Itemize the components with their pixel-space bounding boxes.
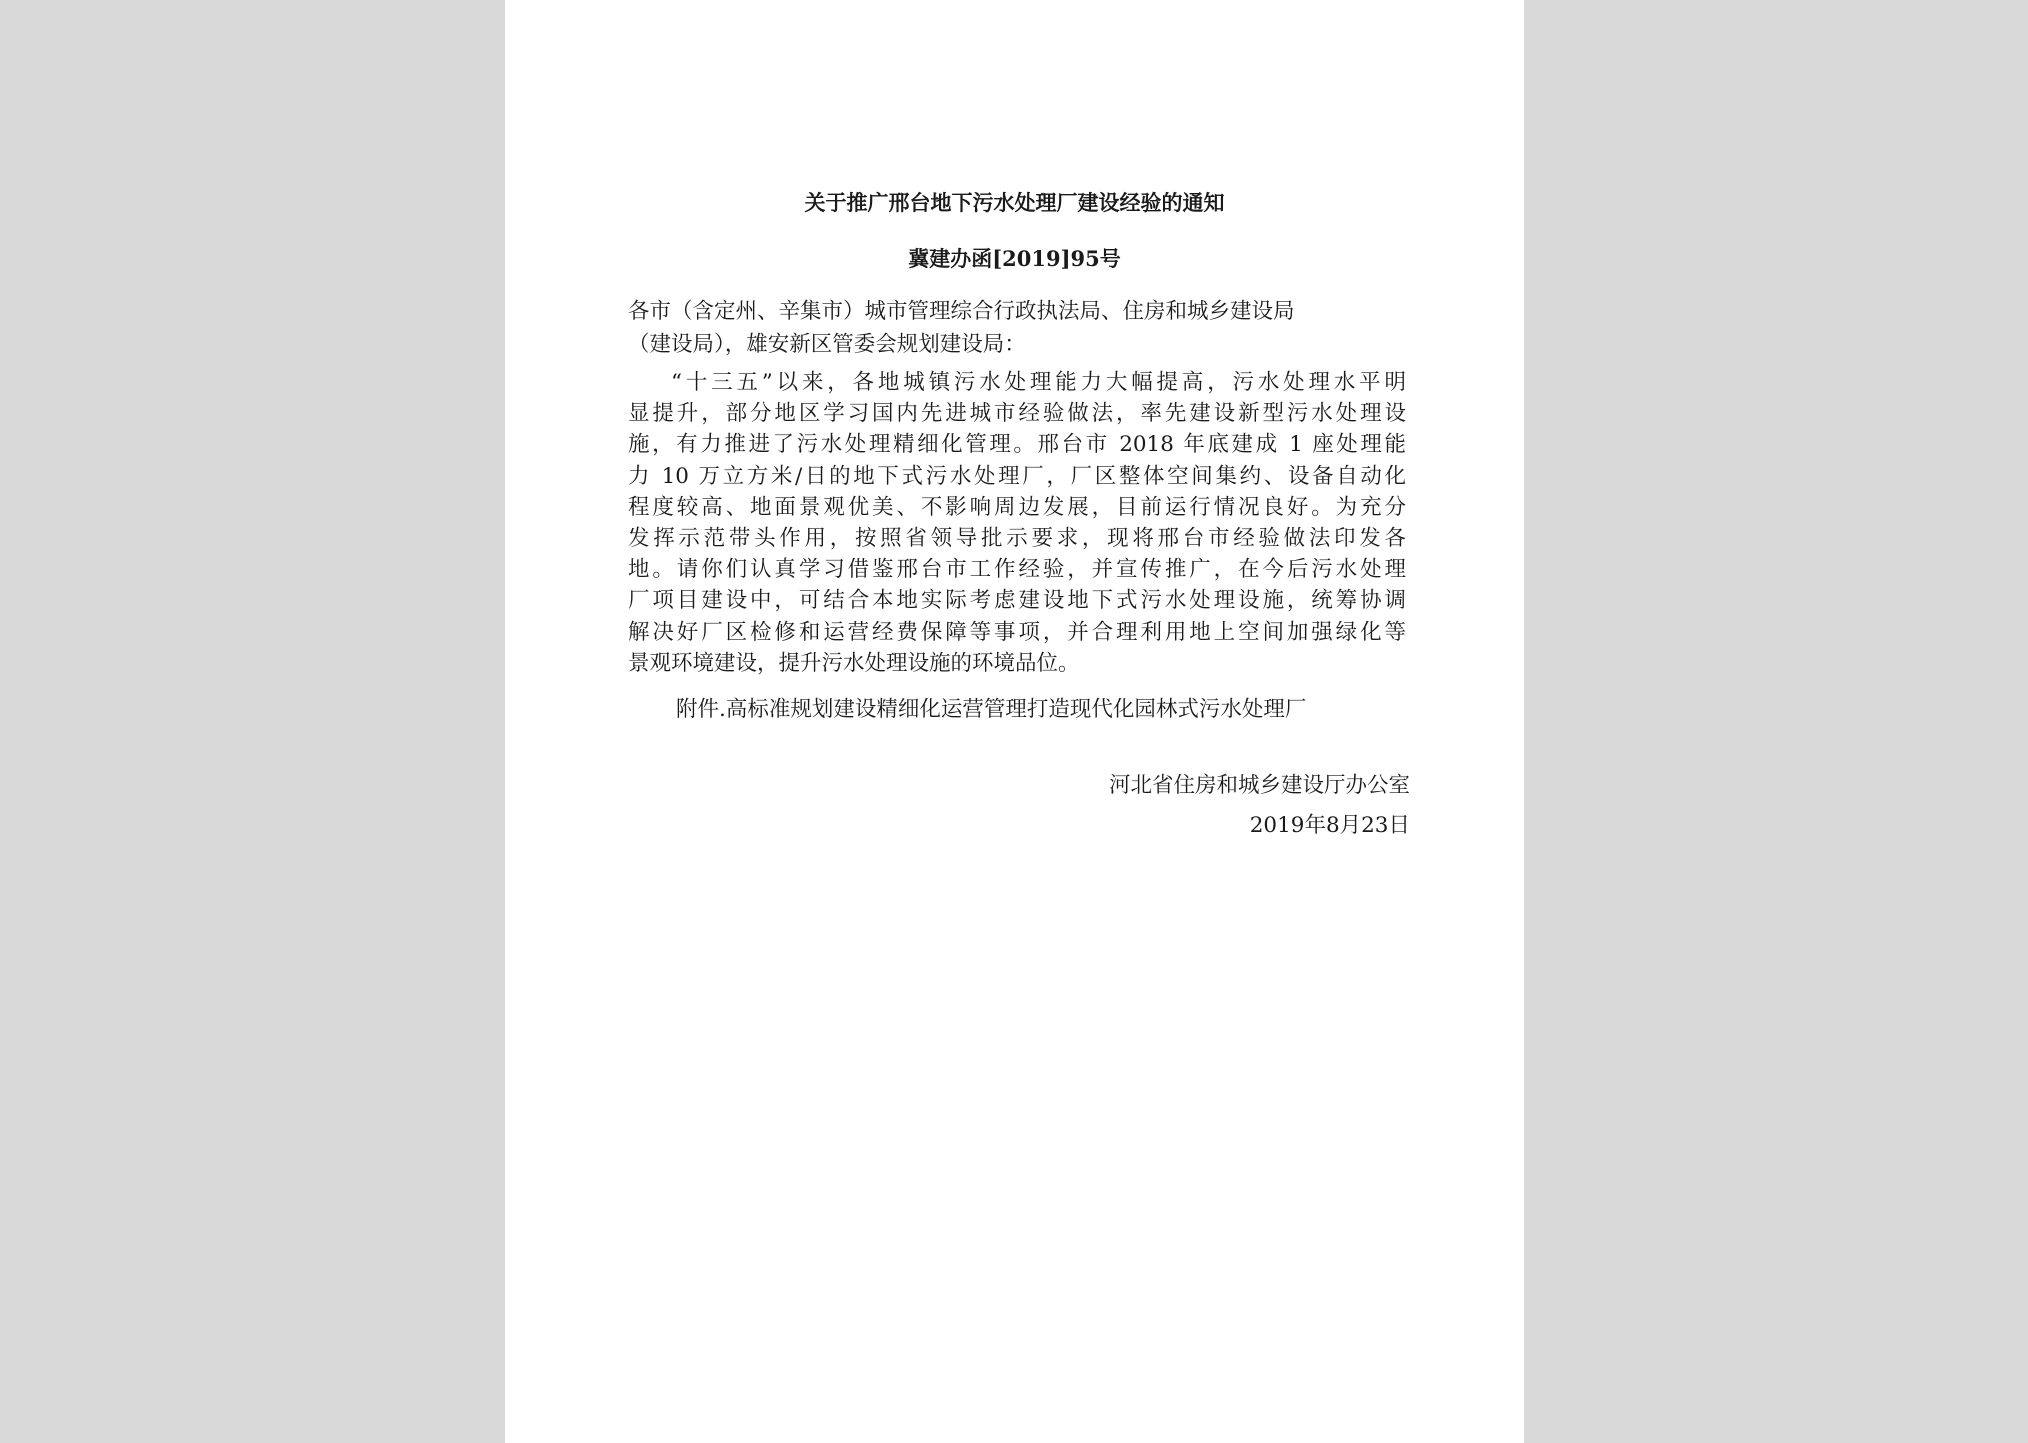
document-title: 关于推广邢台地下污水处理厂建设经验的通知 <box>804 190 1225 215</box>
body-line: 程度较高、地面景观优美、不影响周边发展，目前运行情况良好。为充分 <box>628 494 1406 520</box>
body-line: 发挥示范带头作用，按照省领导批示要求，现将邢台市经验做法印发各 <box>628 526 1406 552</box>
document-number: 冀建办函[2019]95号 <box>908 246 1121 271</box>
body-line: 解决好厂区检修和运营经费保障等事项，并合理利用地上空间加强绿化等 <box>628 619 1406 645</box>
body-line: 施，有力推进了污水处理精细化管理。邢台市 2018 年底建成 1 座处理能 <box>628 432 1406 458</box>
issue-date: 2019年8月23日 <box>1249 813 1410 838</box>
body-line: 力 10 万立方米/日的地下式污水处理厂，厂区整体空间集约、设备自动化 <box>628 463 1406 489</box>
addressee-line: （建设局），雄安新区管委会规划建设局： <box>628 332 1026 357</box>
body-line: “十三五”以来，各地城镇污水处理能力大幅提高，污水处理水平明 <box>671 370 1406 395</box>
issuer-name: 河北省住房和城乡建设厅办公室 <box>1108 773 1410 798</box>
document-page <box>505 0 1524 1443</box>
attachment-note: 附件.高标准规划建设精细化运营管理打造现代化园林式污水处理厂 <box>676 697 1307 722</box>
addressee-line: 各市（含定州、辛集市）城市管理综合行政执法局、住房和城乡建设局 <box>628 299 1295 324</box>
addressee <box>628 295 1408 361</box>
body-paragraph <box>628 367 1408 679</box>
body-line: 显提升，部分地区学习国内先进城市经验做法，率先建设新型污水处理设 <box>628 401 1406 427</box>
body-line: 厂项目建设中，可结合本地实际考虑建设地下式污水处理设施，统筹协调 <box>628 588 1406 614</box>
body-line: 景观环境建设，提升污水处理设施的环境品位。 <box>628 650 1080 676</box>
body-line: 地。请你们认真学习借鉴邢台市工作经验，并宣传推广，在今后污水处理 <box>628 557 1406 583</box>
